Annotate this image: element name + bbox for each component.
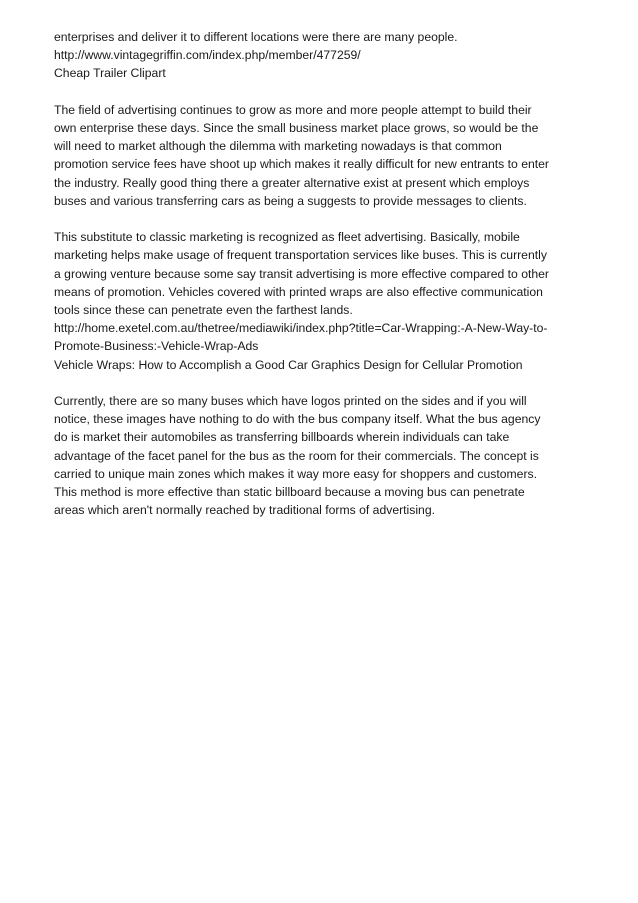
- text-line: This method is more effective than static billboard because a moving bus can penetrate: [54, 485, 525, 500]
- document-page: [54, 28, 584, 538]
- text-line: Cheap Trailer Clipart: [54, 66, 166, 81]
- text-line: Vehicle Wraps: How to Accomplish a Good Car Graphics Design for Cellular Promotion: [54, 357, 523, 372]
- text-line: means of promotion. Vehicles covered with printed wraps are also effective communication: [54, 284, 543, 299]
- text-line: This substitute to classic marketing is recognized as fleet advertising. Basically, mobile: [54, 230, 520, 245]
- text-line: the industry. Really good thing there a greater alternative exist at present which employs: [54, 175, 530, 190]
- text-line: tools since these can penetrate even the farthest lands.: [54, 303, 353, 318]
- text-line: marketing helps make usage of frequent transportation services like buses. This is currently: [54, 248, 547, 263]
- text-line: carried to unique main zones which makes it way more easy for shoppers and customers.: [54, 466, 537, 481]
- paragraph-fleet-advertising: [54, 228, 584, 374]
- text-line: promotion service fees have shoot up which makes it really difficult for new entrants to enter: [54, 157, 549, 172]
- text-line: buses and various transferring cars as being a suggests to provide messages to clients.: [54, 193, 527, 208]
- paragraph-bus-logos: [54, 392, 584, 519]
- url-line: http://www.vintagegriffin.com/index.php/member/477259/: [54, 48, 361, 63]
- text-line: enterprises and deliver it to different locations were there are many people.: [54, 30, 458, 44]
- text-line: areas which aren't normally reached by traditional forms of advertising.: [54, 503, 435, 518]
- text-line: do is market their automobiles as transferring billboards wherein individuals can take: [54, 430, 510, 445]
- text-line: a growing venture because some say transit advertising is more effective compared to other: [54, 266, 549, 281]
- text-line: advantage of the facet panel for the bus as the room for their commercials. The concept is: [54, 448, 539, 463]
- text-line: own enterprise these days. Since the small business market place grows, so would be the: [54, 121, 539, 135]
- url-line: http://home.exetel.com.au/thetree/mediawiki/index.php?title=Car-Wrapping:-A-New-Way-to-: [54, 321, 548, 336]
- text-line: notice, these images have nothing to do with the bus company itself. What the bus agency: [54, 412, 541, 427]
- text-line: Currently, there are so many buses which have logos printed on the sides and if you will: [54, 394, 527, 409]
- text-line: The field of advertising continues to grow as more and more people attempt to build their: [54, 102, 532, 117]
- url-line: Promote-Business:-Vehicle-Wrap-Ads: [54, 339, 259, 354]
- paragraph-advertising-growth: [54, 101, 584, 210]
- paragraph-intro-links: [54, 28, 584, 83]
- text-line: will need to market although the dilemma with marketing nowadays is that common: [54, 139, 502, 154]
